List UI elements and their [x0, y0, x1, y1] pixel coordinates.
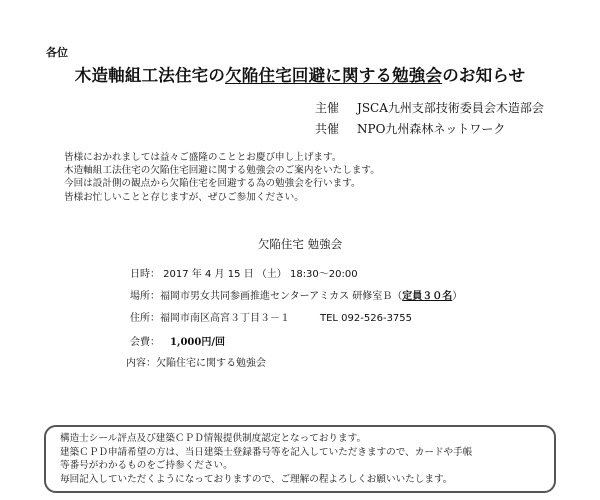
salutation: 各位	[46, 46, 68, 59]
title-part-1: 木造軸組工法住宅の	[74, 66, 226, 85]
notice-box	[44, 425, 556, 493]
document-title	[0, 62, 600, 86]
organizer-role: 共催	[315, 122, 340, 136]
event-title: 欠陥住宅 勉強会	[257, 237, 343, 251]
fee-label: 会費：	[130, 337, 160, 348]
title-part-2: のお知らせ	[442, 66, 526, 85]
capacity-note: 定員３０名	[402, 291, 453, 302]
notice-line: 構造士シール評点及び建築ＣＰＤ情報提供制度認定となっております。	[60, 433, 367, 444]
organizer-name: NPO九州森林ネットワーク	[357, 122, 506, 136]
address-text: 住所：福岡市南区高宮３丁目３－１	[130, 313, 290, 324]
notice-line: 等番号がわかるものをご持参ください。	[60, 460, 233, 472]
title-underlined: 欠陥住宅回避に関する勉強会	[225, 66, 443, 85]
organizer-name: JSCA九州支部技術委員会木造部会	[357, 101, 544, 115]
venue-close: ）	[452, 291, 463, 302]
notice-line: 毎回記入していただくようになっておりますので、ご理解の程よろしくお願いいたします。	[60, 473, 453, 485]
venue-text: 場所：福岡市男女共同参画推進センターアミカス 研修室Ｂ（	[130, 291, 403, 302]
intro-line: 皆様お忙しいことと存じますが、ぜひご参加ください。	[64, 191, 304, 203]
event-address	[130, 309, 412, 324]
organizer-host	[315, 99, 544, 116]
intro-line: 木造軸組工法住宅の欠陥住宅回避に関する勉強会のご案内をいたします。	[64, 165, 380, 177]
venue-phone: TEL 092-526-3755	[320, 313, 413, 324]
organizer-role: 主催	[315, 101, 340, 115]
event-venue	[130, 287, 462, 302]
event-content: 内容：欠陥住宅に関する勉強会	[126, 358, 266, 369]
fee-value: 1,000円/回	[170, 337, 225, 348]
organizer-cohost	[315, 120, 505, 137]
event-date: 日時： 2017 年 4 月 15 日 （土） 18:30～20:00	[130, 269, 358, 280]
intro-paragraph	[64, 151, 380, 204]
intro-line: 皆様におかれましては益々ご盛隆のこととお慶び申し上げます。	[64, 152, 342, 163]
intro-line: 今回は設計側の観点から欠陥住宅を回避する為の勉強会を行います。	[64, 178, 361, 190]
notice-line: 建築ＣＰＤ申請希望の方は、当日建築士登録番号等を記入していただきますので、カードや手帳	[60, 446, 473, 458]
event-fee	[130, 333, 225, 348]
